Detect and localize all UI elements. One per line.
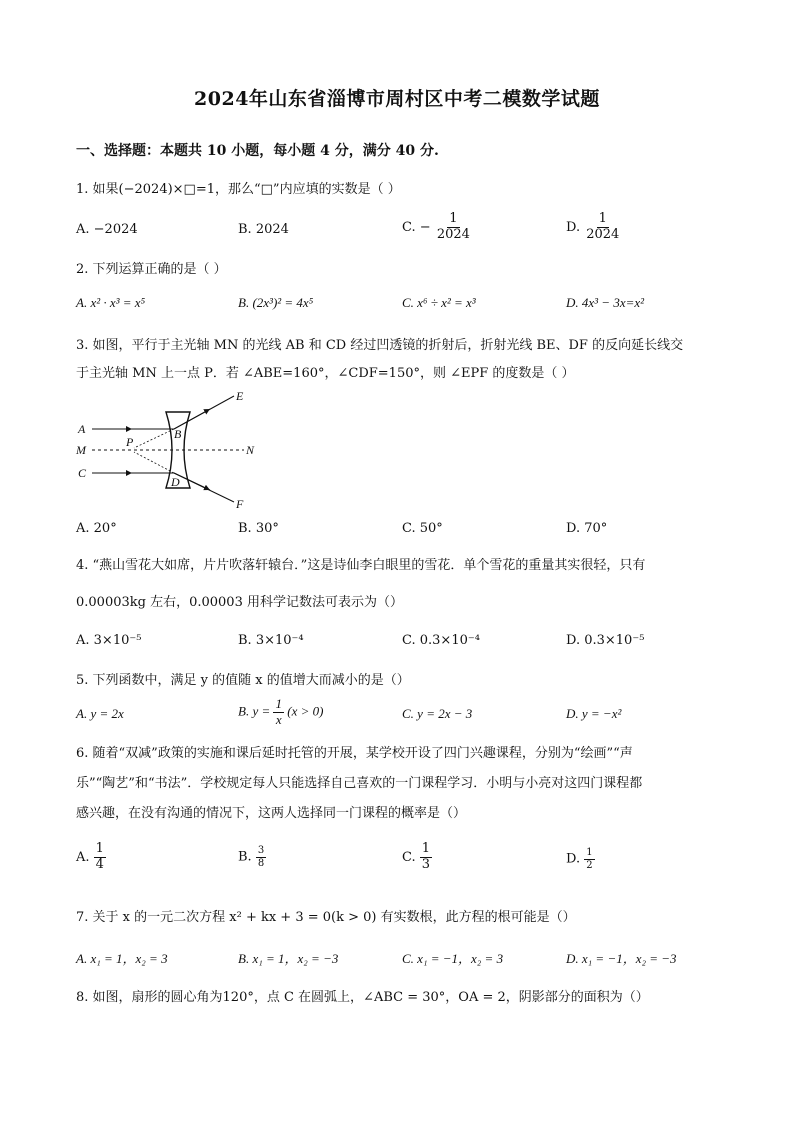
q7-option-c: C. x₁ = −1，x₂ = 3 bbox=[402, 951, 504, 966]
q1-option-c-fraction: $\frac{1}{2024}$ bbox=[436, 211, 470, 242]
q5-option-a: A. y = 2x bbox=[76, 706, 124, 721]
question-8-stem: 8. 如图，扇形的圆心角为120°，点 C 在圆弧上，∠ABC = 30°，OA = 2，阴影部分的面积为（） bbox=[76, 990, 649, 1005]
question-6-stem-line-3: 感兴趣，在没有沟通的情况下，这两人选择同一门课程的概率是（） bbox=[76, 806, 467, 821]
page-title: 2024年山东省淄博市周村区中考二模数学试题 bbox=[194, 88, 600, 110]
q7-option-a: A. x₁ = 1，x₂ = 3 bbox=[76, 951, 168, 966]
q1-option-c: C. − $\frac{1}{2024}$ bbox=[402, 211, 470, 242]
q6-option-c-fraction: $\frac{1}{3}$ bbox=[421, 841, 431, 872]
label-f: F bbox=[236, 497, 244, 511]
question-4-stem-line-1: 4. “燕山雪花大如席，片片吹落轩辕台．”这是诗仙李白眼里的雪花．单个雪花的重量其实很轻，只有 bbox=[76, 558, 646, 573]
q6-option-a-fraction: $\frac{1}{4}$ bbox=[95, 841, 104, 872]
extension-bp bbox=[134, 429, 174, 448]
q1-option-b: B. 2024 bbox=[238, 222, 289, 237]
q2-option-c: C. x⁶ ÷ x² = x³ bbox=[402, 295, 476, 310]
q5-option-d: D. y = −x² bbox=[566, 706, 622, 721]
q3-option-b: B. 30° bbox=[238, 521, 279, 536]
section-heading: 一、选择题：本题共 10 小题，每小题 4 分，满分 40 分. bbox=[76, 143, 439, 159]
label-a: A bbox=[78, 422, 86, 436]
q6-option-c: C. $\frac{1}{3}$ bbox=[402, 841, 431, 872]
q7-option-b: B. x₁ = 1，x₂ = −3 bbox=[238, 951, 339, 966]
question-7-stem: 7. 关于 x 的一元二次方程 x² + kx + 3 = 0(k > 0) 有实数根，此方程的根可能是（） bbox=[76, 910, 576, 925]
extension-dp bbox=[134, 452, 174, 473]
q1-option-a: A. −2024 bbox=[76, 222, 138, 237]
q5-option-b-fraction: $\frac{1}{x}$ bbox=[275, 696, 282, 727]
question-6-stem-line-2: 乐”“陶艺”和“书法”．学校规定每人只能选择自己喜欢的一门课程学习．小明与小亮对这四门课程都 bbox=[76, 776, 643, 791]
q2-option-d: D. 4x³ − 3x=x² bbox=[566, 295, 645, 310]
q6-option-b: B. $\frac{3}{8}$ bbox=[238, 845, 265, 869]
label-p: P bbox=[126, 435, 134, 449]
q6-option-b-fraction: $\frac{3}{8}$ bbox=[257, 845, 265, 869]
label-d: D bbox=[171, 475, 180, 489]
q1-option-d-fraction: $\frac{1}{2024}$ bbox=[586, 211, 620, 242]
label-b: B bbox=[174, 427, 182, 441]
label-c: C bbox=[78, 466, 87, 480]
question-5-stem: 5. 下列函数中，满足 y 的值随 x 的值增大而减小的是（） bbox=[76, 673, 410, 688]
question-4-stem-line-2: 0.00003kg 左右，0.00003 用科学记数法可表示为（） bbox=[76, 595, 403, 610]
q4-option-c: C. 0.3×10⁻⁴ bbox=[402, 633, 480, 648]
label-n: N bbox=[246, 443, 255, 457]
q4-option-a: A. 3×10⁻⁵ bbox=[76, 633, 142, 648]
lens-diagram bbox=[70, 390, 270, 514]
question-2-stem: 2. 下列运算正确的是（ ） bbox=[76, 262, 227, 277]
q4-option-b: B. 3×10⁻⁴ bbox=[238, 633, 304, 648]
question-1-stem: 1. 如果(−2024)×□=1，那么“□”内应填的实数是（ ） bbox=[76, 182, 401, 197]
q5-option-b: B. y = $\frac{1}{x}$ (x > 0) bbox=[238, 696, 324, 727]
label-m: M bbox=[76, 443, 86, 457]
q6-option-d-fraction: $\frac{1}{2}$ bbox=[586, 847, 593, 871]
question-3-stem-line-2: 于主光轴 MN 上一点 P．若 ∠ABE=160°，∠CDF=150°，则 ∠EPF 的度数是（ ） bbox=[76, 366, 575, 381]
q4-option-d: D. 0.3×10⁻⁵ bbox=[566, 633, 645, 648]
question-3-stem-line-1: 3. 如图，平行于主光轴 MN 的光线 AB 和 CD 经过凹透镜的折射后，折射光线 BE、DF 的反向延长线交 bbox=[76, 338, 684, 353]
label-e: E bbox=[236, 390, 244, 403]
q2-option-a: A. x² · x³ = x⁵ bbox=[76, 295, 146, 310]
q6-option-a: A. $\frac{1}{4}$ bbox=[76, 841, 104, 872]
q6-option-d: D. $\frac{1}{2}$ bbox=[566, 847, 593, 871]
q1-option-d: D. $\frac{1}{2024}$ bbox=[566, 211, 620, 242]
q7-option-d: D. x₁ = −1，x₂ = −3 bbox=[566, 951, 677, 966]
q3-option-c: C. 50° bbox=[402, 521, 443, 536]
q3-option-a: A. 20° bbox=[76, 521, 117, 536]
q3-option-d: D. 70° bbox=[566, 521, 608, 536]
q2-option-b: B. (2x³)² = 4x⁵ bbox=[238, 295, 314, 310]
q5-option-c: C. y = 2x − 3 bbox=[402, 706, 473, 721]
question-6-stem-line-1: 6. 随着“双减”政策的实施和课后延时托管的开展，某学校开设了四门兴趣课程，分别为“绘画”“声 bbox=[76, 746, 633, 761]
